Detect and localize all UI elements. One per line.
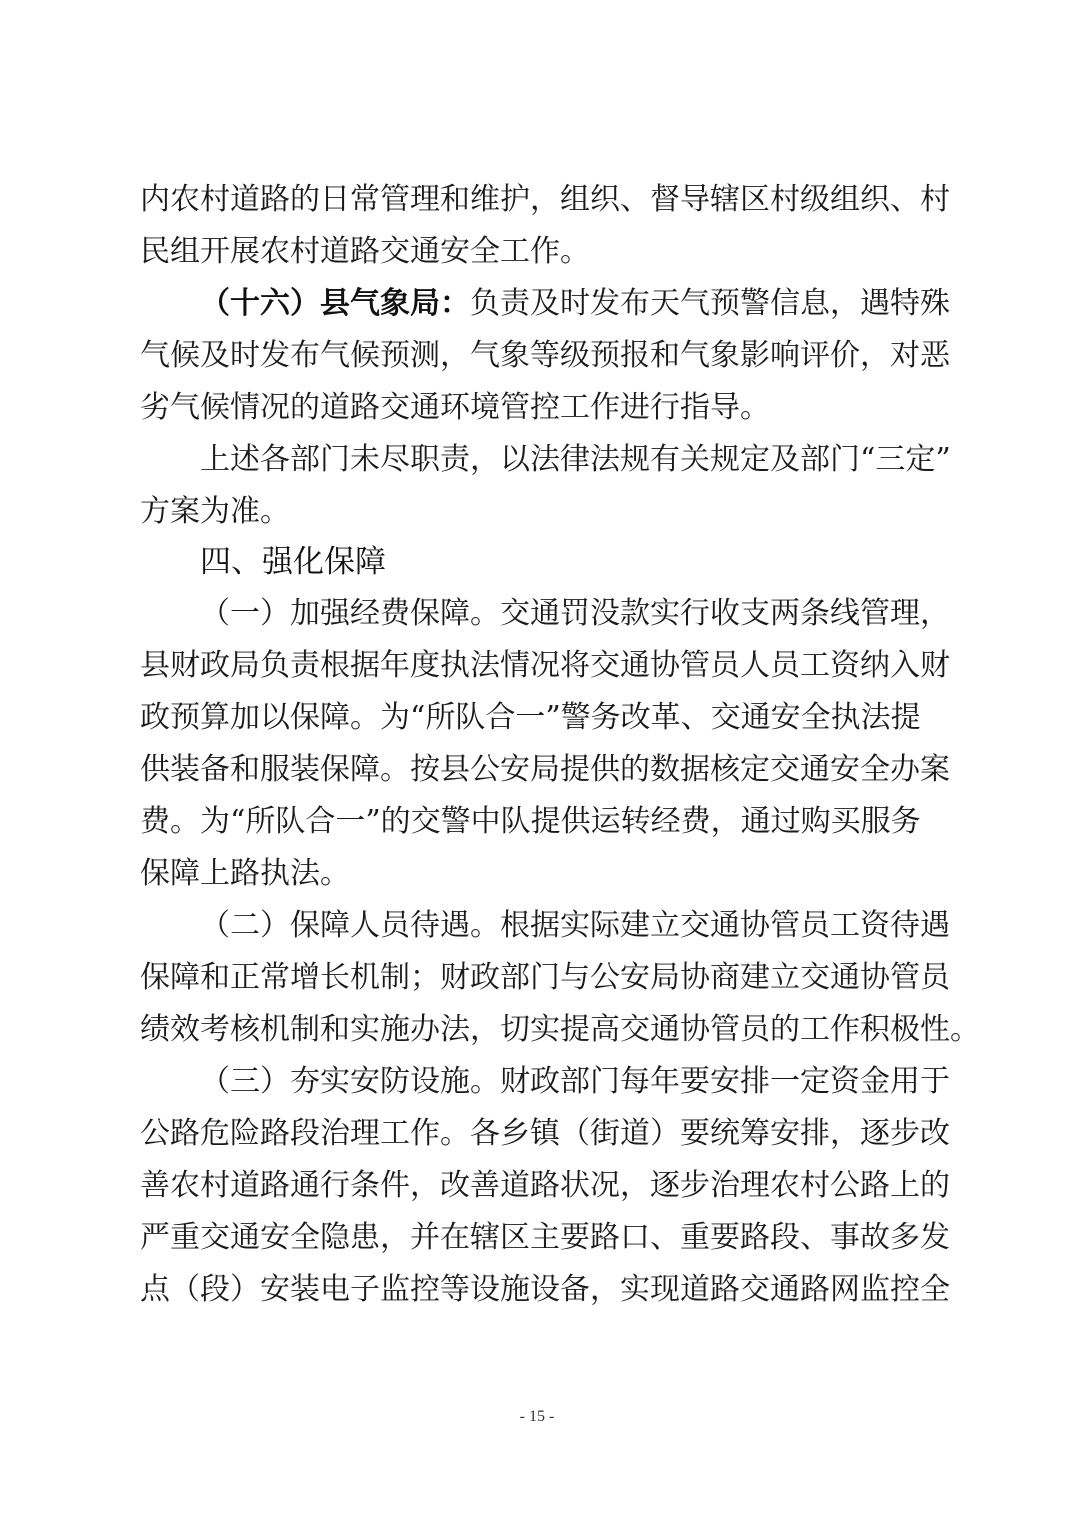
weather-bureau-label: （十六）县气象局： — [200, 286, 470, 321]
paragraph-line: 保障和正常增长机制；财政部门与公安局协商建立交通协管员 — [140, 960, 950, 995]
paragraph-line: 供装备和服装保障。按县公安局提供的数据核定交通安全办案 — [140, 752, 950, 787]
weather-bureau-paragraph — [200, 284, 1000, 324]
paragraph-line: （三）夯实安防设施。财政部门每年要安排一定资金用于 — [200, 1064, 950, 1099]
paragraph-line: 严重交通安全隐患，并在辖区主要路口、重要路段、事故多发 — [140, 1220, 950, 1255]
paragraph-line: 点（段）安装电子监控等设施设备，实现道路交通路网监控全 — [140, 1272, 950, 1307]
section-heading: 四、强化保障 — [200, 544, 386, 580]
paragraph-line: 保障上路执法。 — [140, 856, 350, 891]
page-number: - 15 - — [519, 1408, 555, 1425]
paragraph-line: 民组开展农村道路交通安全工作。 — [140, 234, 590, 269]
weather-bureau-text: 负责及时发布天气预警信息，遇特殊 — [470, 286, 950, 321]
paragraph-line: 内农村道路的日常管理和维护，组织、督导辖区村级组织、村 — [140, 182, 950, 217]
paragraph-line: 劣气候情况的道路交通环境管控工作进行指导。 — [140, 390, 770, 425]
paragraph-line: （一）加强经费保障。交通罚没款实行收支两条线管理， — [200, 596, 950, 631]
paragraph-line: 善农村道路通行条件，改善道路状况，逐步治理农村公路上的 — [140, 1168, 950, 1203]
paragraph-line: 费。为“所队合一”的交警中队提供运转经费，通过购买服务 — [140, 804, 921, 839]
paragraph-line: 绩效考核机制和实施办法，切实提高交通协管员的工作积极性。 — [140, 1012, 980, 1047]
paragraph-line: 公路危险路段治理工作。各乡镇（街道）要统筹安排，逐步改 — [140, 1116, 950, 1151]
paragraph-line: 政预算加以保障。为“所队合一”警务改革、交通安全执法提 — [140, 700, 921, 735]
paragraph-line: （二）保障人员待遇。根据实际建立交通协管员工资待遇 — [200, 908, 950, 943]
paragraph-line: 县财政局负责根据年度执法情况将交通协管员人员工资纳入财 — [140, 648, 950, 683]
paragraph-line: 上述各部门未尽职责，以法律法规有关规定及部门“三定” — [200, 442, 951, 477]
paragraph-line: 气候及时发布气候预测，气象等级预报和气象影响评价，对恶 — [140, 338, 950, 373]
paragraph-line: 方案为准。 — [140, 494, 290, 529]
